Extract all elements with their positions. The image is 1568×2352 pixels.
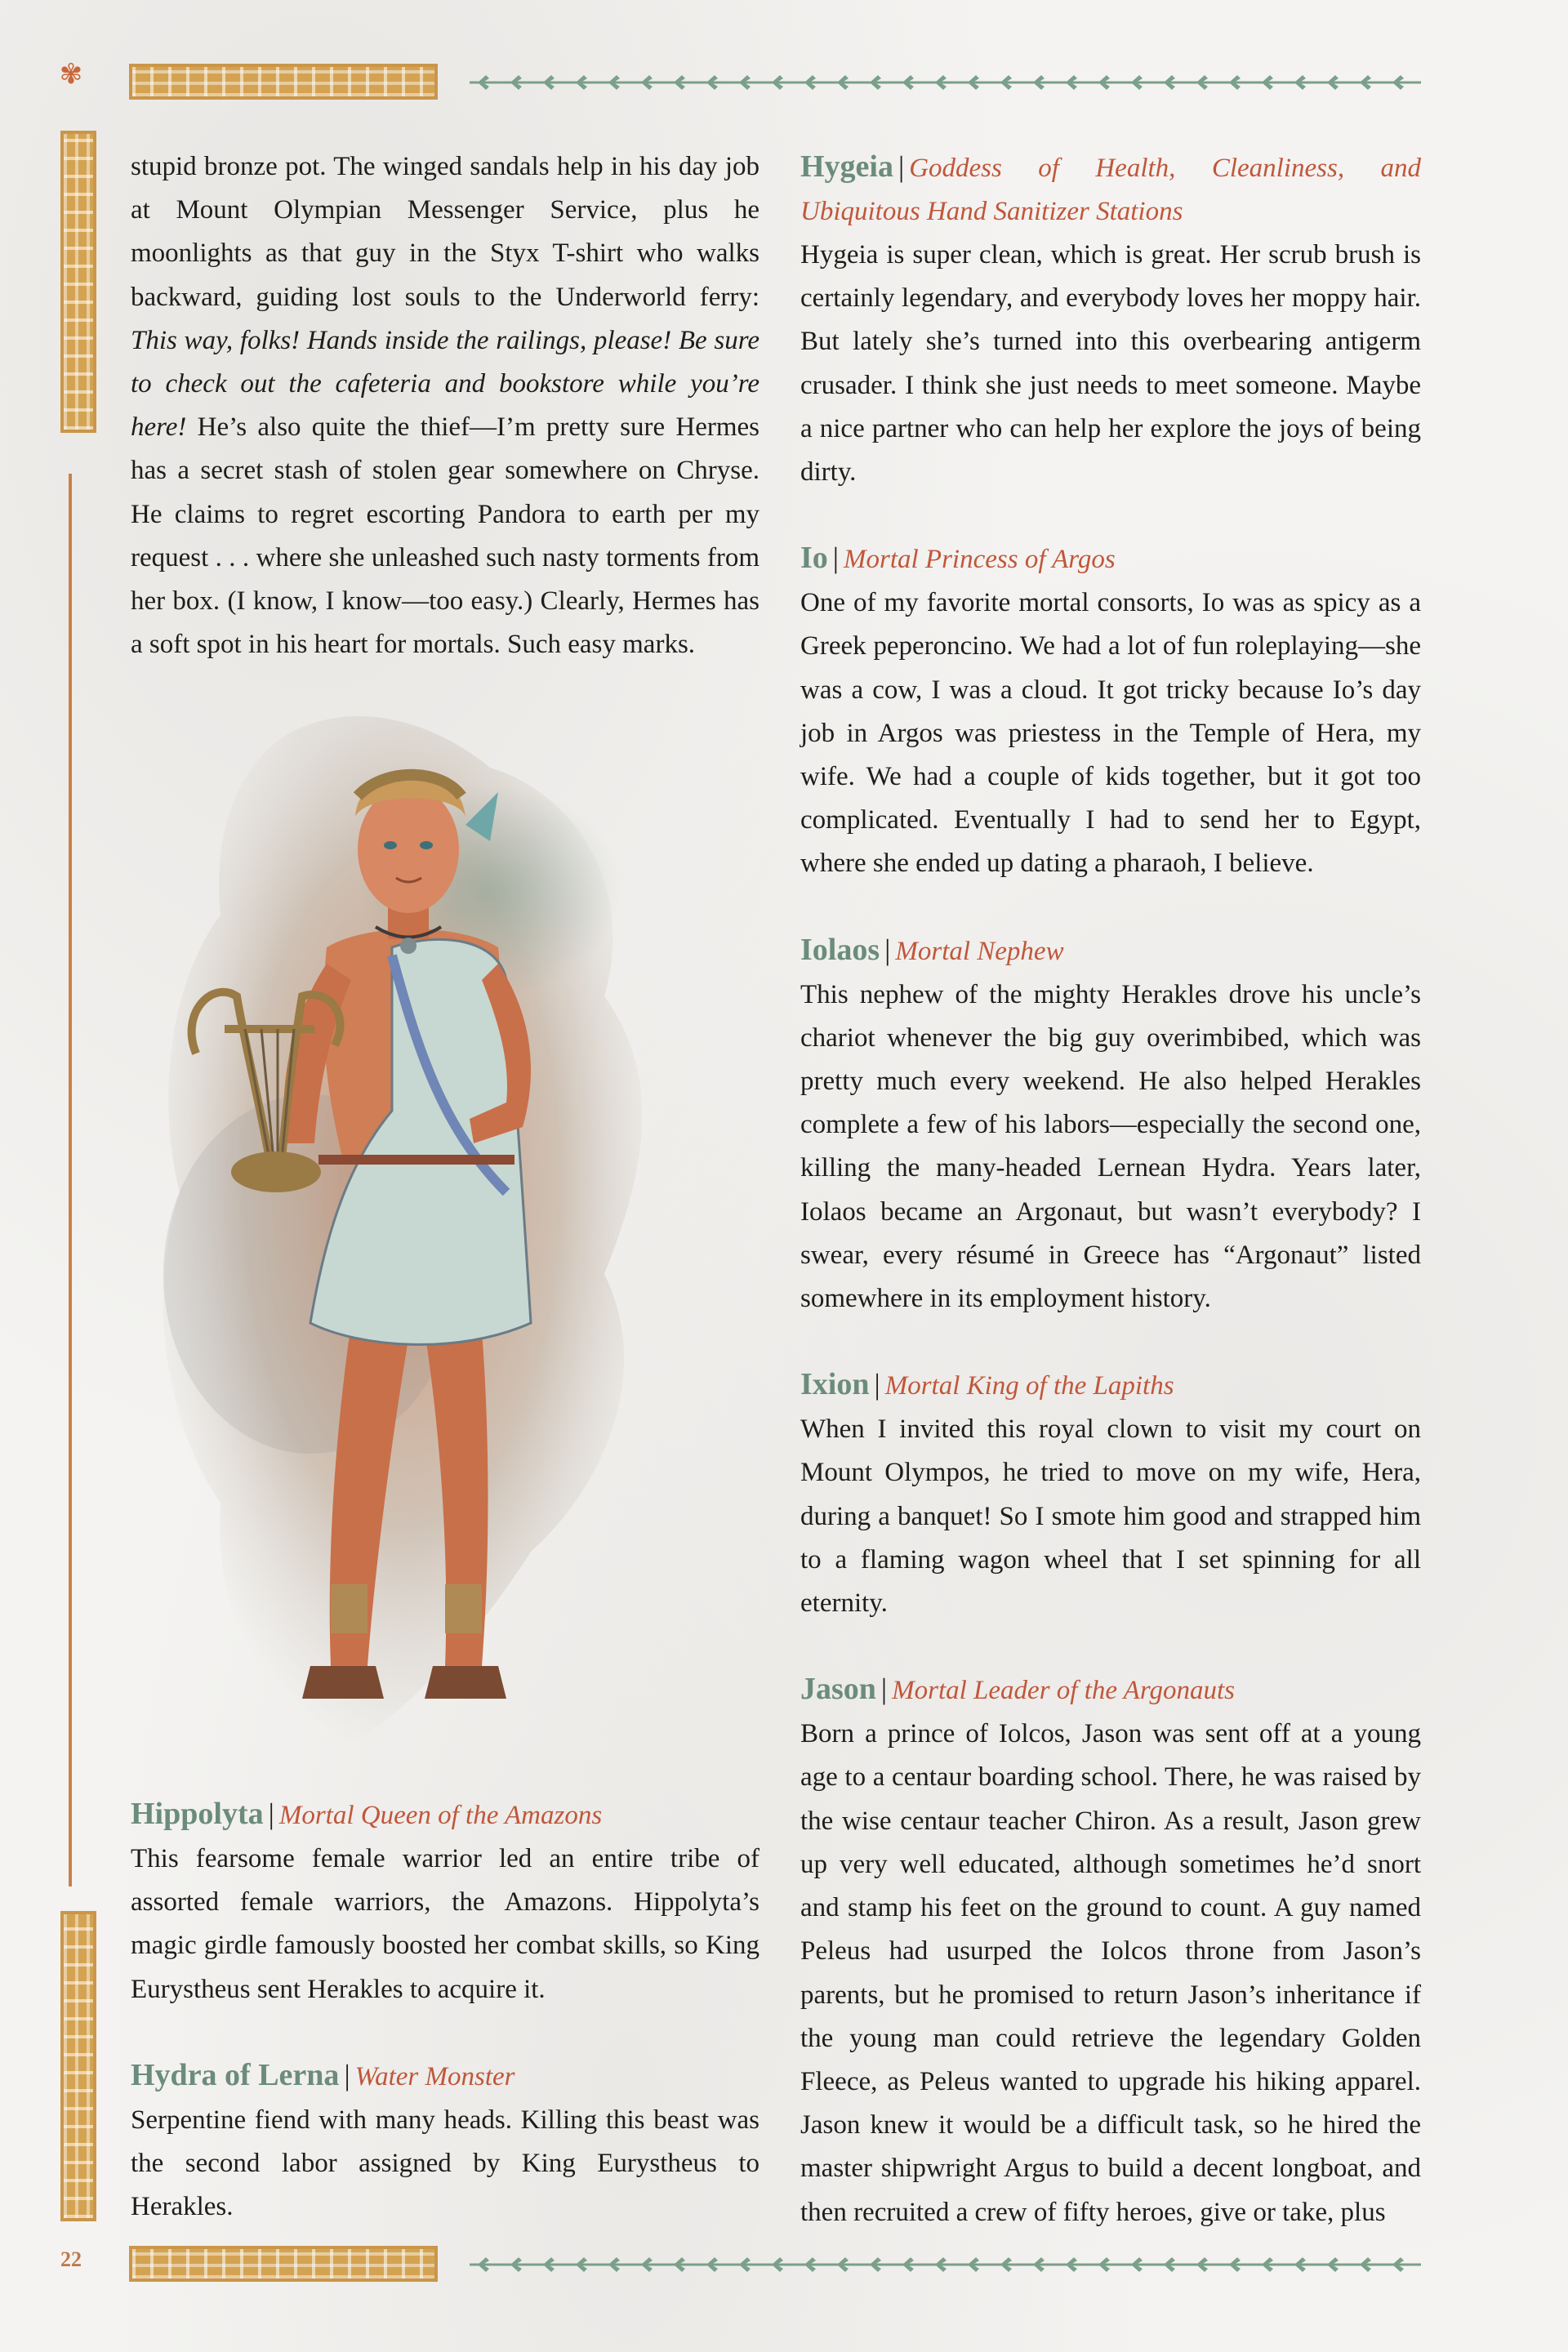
page-number: 22 <box>60 2247 82 2271</box>
entry-title: Mortal Nephew <box>895 936 1064 966</box>
hermes-illustration <box>147 702 719 1772</box>
paragraph-text: stupid bronze pot. The winged sandals help in his day job at Mount Olympian Messenger Service, plus he moonlights as that guy in the Styx T-shirt who walks backward, guiding lost souls to the Underworld ferry: <box>131 152 760 312</box>
paragraph-italic-quote: This way, folks! Hands inside the railings, please! Be sure to check out the cafeteria and bookstore while you’re here! <box>131 325 760 443</box>
entry-body: One of my favorite mortal consorts, Io was as spicy as a Greek peperoncino. We had a lot of fun roleplaying—she was a cow, I was a cloud. It got tricky because Io’s day job in Argos was priestess in the Temple of Hera, my wife. We had a couple of kids together, but it got too complicated. Eventually I had to send her to Egypt, where she ended up dating a pharaoh, I believe. <box>800 588 1421 879</box>
flourish-icon: ✾ <box>59 58 83 91</box>
entry-heading <box>131 2054 760 2099</box>
entry-hydra-of-lerna <box>131 2054 760 2230</box>
entry-separator: | <box>874 1368 880 1401</box>
entry-ixion <box>800 1363 1421 1625</box>
entry-body: Hygeia is super clean, which is great. Her scrub brush is certainly legendary, and everybody loves her moppy hair. But lately she’s turned into this overbearing antigerm crusader. I think she just needs to meet someone. Maybe a nice partner who can help her explore the joys of being dirty. <box>800 240 1421 488</box>
entry-name: Iolaos <box>800 932 880 967</box>
left-column-entries <box>131 1793 760 2271</box>
entry-title: Mortal Queen of the Amazons <box>278 1801 603 1830</box>
entry-separator: | <box>898 150 905 183</box>
entry-separator: | <box>884 933 891 966</box>
entry-heading <box>800 1668 1421 1713</box>
left-greek-key-border-top <box>60 131 96 433</box>
entry-title: Goddess of Health, Cleanliness, and Ubiquitous Hand Sanitizer Stations <box>800 154 1421 226</box>
entry-heading <box>131 1793 760 1838</box>
entry-jason <box>800 1668 1421 2234</box>
top-greek-key-border <box>129 64 438 100</box>
left-column <box>131 145 760 666</box>
entry-body: This fearsome female warrior led an entire tribe of assorted female warriors, the Amazons. Hippolyta’s magic girdle famously boosted her combat skills, so King Eurystheus sent Herakles to acquire it. <box>131 1844 760 2004</box>
entry-name: Hydra of Lerna <box>131 2057 340 2092</box>
entry-heading <box>800 929 1421 973</box>
entry-heading <box>800 537 1421 581</box>
hermes-continuation-paragraph <box>131 145 760 666</box>
entry-body: Serpentine fiend with many heads. Killing this beast was the second labor assigned by King Eurystheus to Herakles. <box>131 2105 760 2222</box>
left-vertical-rule <box>69 474 72 1886</box>
entry-name: Io <box>800 541 828 576</box>
entry-body: Born a prince of Iolcos, Jason was sent off at a young age to a centaur boarding school. There, he was raised by the wise centaur teacher Chiron. As a result, Jason grew up very well educated, although sometimes he’d snort and stamp his feet on the ground to count. A guy named Peleus had usurped the Iolcos throne from Jason’s parents, but he promised to return Jason’s inheritance if the young man could retrieve the legendary Golden Fleece, as Peleus wanted to upgrade his hiking apparel. Jason knew it would be a difficult task, so he hired the master shipwright Argus to build a decent longboat, and then recruited a crew of fifty heroes, give or take, plus <box>800 1719 1421 2227</box>
entry-body: When I invited this royal clown to visit my court on Mount Olympos, he tried to move on my wife, Hera, during a banquet! So I smote him good and strapped him to a flaming wagon wheel that I set spinning for all eternity. <box>800 1414 1421 1619</box>
entry-separator: | <box>268 1797 274 1830</box>
entry-body: This nephew of the mighty Herakles drove his uncle’s chariot whenever the big guy overimbibed, which was pretty much every weekend. He also helped Herakles complete a few of his labors—especially the second one, killing the many-headed Lernean Hydra. Years later, Iolaos became an Argonaut, but wasn’t everybody? I swear, every résumé in Greece has “Argonaut” listed somewhere in its employment history. <box>800 979 1421 1314</box>
entry-name: Hygeia <box>800 149 893 184</box>
top-vine-border <box>470 69 1421 96</box>
left-greek-key-border-bottom <box>60 1911 96 2221</box>
entry-name: Jason <box>800 1672 876 1707</box>
entry-title: Mortal Princess of Argos <box>844 545 1116 575</box>
entry-heading <box>800 145 1421 234</box>
entry-separator: | <box>880 1673 888 1706</box>
entry-io <box>800 537 1421 885</box>
entry-title: Water Monster <box>354 2061 515 2091</box>
right-column <box>800 145 1421 2277</box>
entry-iolaos <box>800 929 1421 1321</box>
entry-hippolyta <box>131 1793 760 2011</box>
paragraph-text: He’s also quite the thief—I’m pretty sure Hermes has a secret stash of stolen gear somewhere on Chryse. He claims to regret escorting Pandora to earth per my request . . . where she unleashed such nasty torments from her box. (I know, I know—too easy.) Clearly, Hermes has a soft spot in his heart for mortals. Such easy marks. <box>131 412 760 660</box>
entry-heading <box>800 1363 1421 1408</box>
entry-separator: | <box>344 2058 350 2091</box>
entry-title: Mortal Leader of the Argonauts <box>892 1676 1235 1706</box>
entry-name: Hippolyta <box>131 1797 264 1831</box>
entry-name: Ixion <box>800 1367 870 1402</box>
entry-title: Mortal King of the Lapiths <box>884 1371 1174 1401</box>
entry-separator: | <box>832 541 840 575</box>
entry-hygeia <box>800 145 1421 494</box>
